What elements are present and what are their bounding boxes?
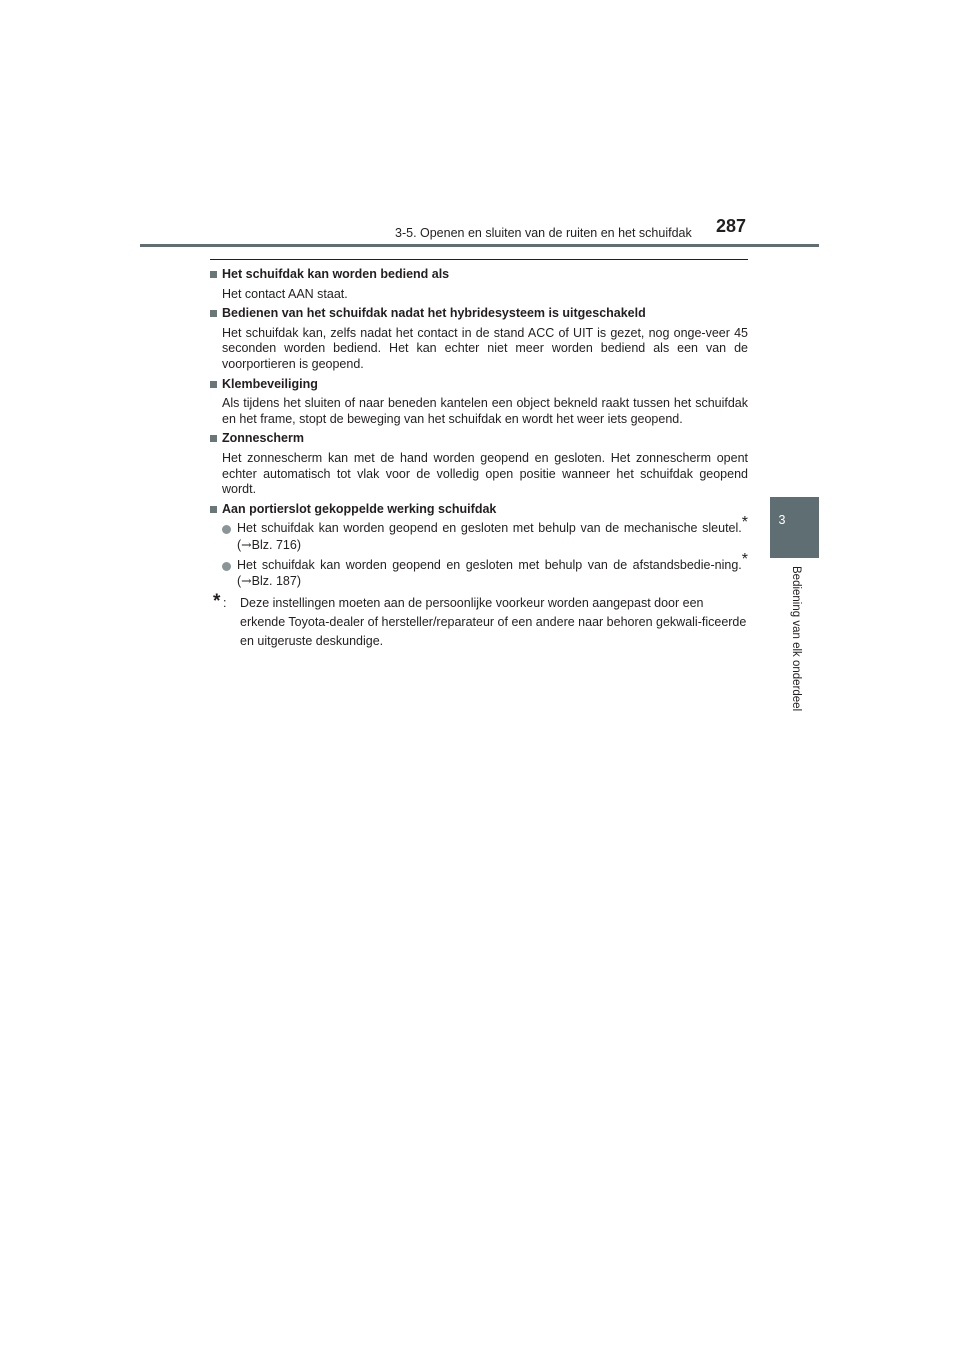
- round-bullet-icon: [222, 562, 231, 571]
- square-bullet-icon: [210, 271, 217, 278]
- heading-text: Aan portierslot gekoppelde werking schuifdak: [222, 501, 497, 516]
- arrow-right-icon: →: [241, 573, 252, 589]
- item-text: Het schuifdak kan worden geopend en gesloten met behulp van de afstandsbedie-ning.: [237, 557, 742, 572]
- square-bullet-icon: [210, 435, 217, 442]
- square-bullet-icon: [210, 506, 217, 513]
- section-heading: [210, 267, 748, 283]
- header-rule: [140, 244, 819, 247]
- chapter-number: 3: [778, 513, 786, 527]
- page-reference[interactable]: Blz. 187: [251, 574, 297, 589]
- page-reference[interactable]: Blz. 716: [251, 537, 297, 552]
- section-jam-protection: [210, 377, 748, 428]
- chapter-tab: [770, 497, 819, 558]
- heading-text: Bedienen van het schuifdak nadat het hybridesysteem is uitgeschakeld: [222, 306, 646, 321]
- section-body: Het schuifdak kan, zelfs nadat het contact in de stand ACC of UIT is gezet, nog onge-veer 45 seconden worden bediend. Het kan echter niet meer worden bediend als een van de voorportieren is geopend.: [222, 325, 748, 371]
- heading-text: Klembeveiliging: [222, 376, 318, 391]
- section-body: Het zonnescherm kan met de hand worden geopend en gesloten. Het zonnescherm opent echter automatisch tot vlak voor de volledig open positie wanneer het schuifdak geopend wordt.: [222, 450, 748, 497]
- list-item: Het schuifdak kan worden geopend en gesloten met behulp van de afstandsbedie-ning.* (→Blz. 187): [210, 558, 748, 590]
- list-item: Het schuifdak kan worden geopend en gesloten met behulp van de mechanische sleutel.* (→Blz. 716): [210, 521, 748, 553]
- section-body: Het contact AAN staat.: [222, 286, 348, 301]
- section-heading: [210, 377, 748, 393]
- section-after-hybrid-off: [210, 306, 748, 372]
- section-heading: [210, 306, 748, 322]
- square-bullet-icon: [210, 381, 217, 388]
- section-body: Als tijdens het sluiten of naar beneden kantelen een object bekneld raakt tussen het schuifdak en het frame, stopt de beweging van het schuifdak en wordt het weer iets geopend.: [222, 396, 748, 426]
- main-content: [210, 267, 748, 651]
- section-heading: [210, 502, 748, 518]
- arrow-right-icon: →: [241, 536, 252, 552]
- footnote-mark: *: [213, 590, 221, 612]
- item-text: Het schuifdak kan worden geopend en gesloten met behulp van de mechanische sleutel.: [237, 521, 742, 536]
- section-door-lock-linked: [210, 502, 748, 590]
- round-bullet-icon: [222, 525, 231, 534]
- footnote-star: *: [741, 550, 748, 568]
- footnote-star: *: [741, 514, 748, 532]
- content-rule: [210, 259, 748, 260]
- footnote-colon: :: [223, 595, 227, 610]
- heading-text: Zonnescherm: [222, 431, 304, 446]
- section-title: 3-5. Openen en sluiten van de ruiten en het schuifdak: [395, 226, 692, 240]
- chapter-label: Bediening van elk onderdeel: [790, 566, 802, 712]
- square-bullet-icon: [210, 310, 217, 317]
- section-sunshade: [210, 431, 748, 497]
- section-operation-conditions: [210, 267, 748, 302]
- section-heading: [210, 431, 748, 447]
- heading-text: Het schuifdak kan worden bediend als: [222, 267, 450, 281]
- footnote-text: Deze instellingen moeten aan de persoonlijke voorkeur worden aangepast door een erkende Toyota-dealer of hersteller/reparateur of een andere naar behoren gekwali-ficeerde en uitgeruste deskundige.: [240, 595, 747, 648]
- footnote: [210, 590, 748, 651]
- page-number: 287: [716, 216, 747, 236]
